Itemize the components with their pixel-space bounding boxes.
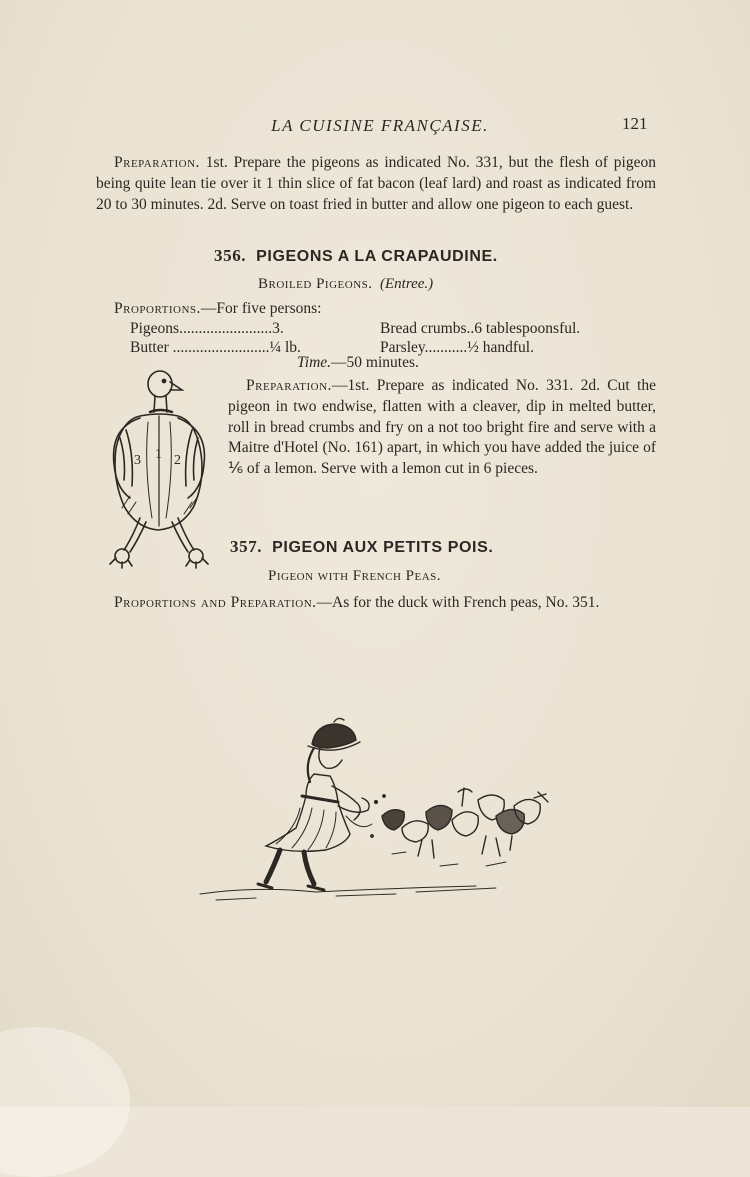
- preparation-label: Preparation.: [246, 377, 332, 394]
- recipe-356-subtitle-note: (Entree.): [380, 276, 434, 292]
- recipe-357-subtitle: [268, 568, 441, 585]
- intro-paragraph: [96, 152, 656, 215]
- ingredient-right: Parsley...........½ handful.: [380, 339, 534, 356]
- recipe-356-subtitle: [258, 276, 433, 293]
- recipe-357-heading: [230, 537, 493, 557]
- recipe-356-title: PIGEONS A LA CRAPAUDINE.: [256, 248, 498, 265]
- preparation-label: Preparation.: [114, 154, 200, 171]
- proportions-preparation-label: Proportions and Preparation.: [114, 594, 317, 611]
- recipe-357-subtitle-text: Pigeon with French Peas.: [268, 568, 442, 584]
- recipe-356-subtitle-text: Broiled Pigeons.: [258, 276, 373, 292]
- recipe-356-preparation: [228, 376, 656, 480]
- proportions-label: Proportions.: [114, 300, 201, 317]
- ingredient-row: [130, 320, 580, 338]
- recipe-357-proportions: [96, 592, 652, 613]
- figure-label: 2: [174, 453, 181, 468]
- flattened-pigeon-illustration: [100, 368, 218, 570]
- paper-stain: [0, 1027, 130, 1177]
- time-value: —50 minutes.: [331, 354, 419, 371]
- figure-label: 3: [134, 453, 141, 468]
- page-number: 121: [622, 114, 648, 133]
- running-title: LA CUISINE FRANÇAISE.: [271, 116, 489, 135]
- recipe-356-number: 356.: [214, 246, 247, 265]
- girl-feeding-birds-illustration: [196, 716, 562, 906]
- preparation-text: —1st. Prepare as indicated No. 331. 2d. Cut the pigeon in two endwise, flatten with a cleaver, dip in melted butter, roll in bread crumbs and fry on a not too bright fire and serve with a Maitre d'Hotel (No. 161) apart, in which you have added the juice of ⅙ of a lemon. Serve with a lemon cut in 6 pieces.: [228, 377, 656, 478]
- ingredient-right: Bread crumbs..6 tablespoonsful.: [380, 320, 581, 337]
- recipe-357-number: 357.: [230, 537, 263, 556]
- figure-label: 1: [155, 447, 162, 462]
- intro-text: 1st. Prepare the pigeons as indicated No. 331, but the flesh of pigeon being quite lean tie over it 1 thin slice of fat bacon (leaf lard) and roast as indicated from 20 to 30 minutes. 2d. Serve on toast fried in butter and allow one pigeon to each guest.: [96, 154, 656, 213]
- recipe-356-heading: [214, 246, 498, 266]
- recipe-356-time: [297, 354, 419, 372]
- recipe-357-title: PIGEON AUX PETITS POIS.: [272, 539, 494, 556]
- ingredient-left: Butter .........................¼ lb.: [130, 339, 301, 356]
- time-label: Time.: [297, 354, 332, 371]
- proportions-intro: —For five persons:: [200, 300, 322, 317]
- recipe-356-proportions: [114, 300, 321, 318]
- proportions-preparation-text: —As for the duck with French peas, No. 351.: [316, 594, 600, 611]
- ingredient-left: Pigeons........................3.: [130, 320, 284, 337]
